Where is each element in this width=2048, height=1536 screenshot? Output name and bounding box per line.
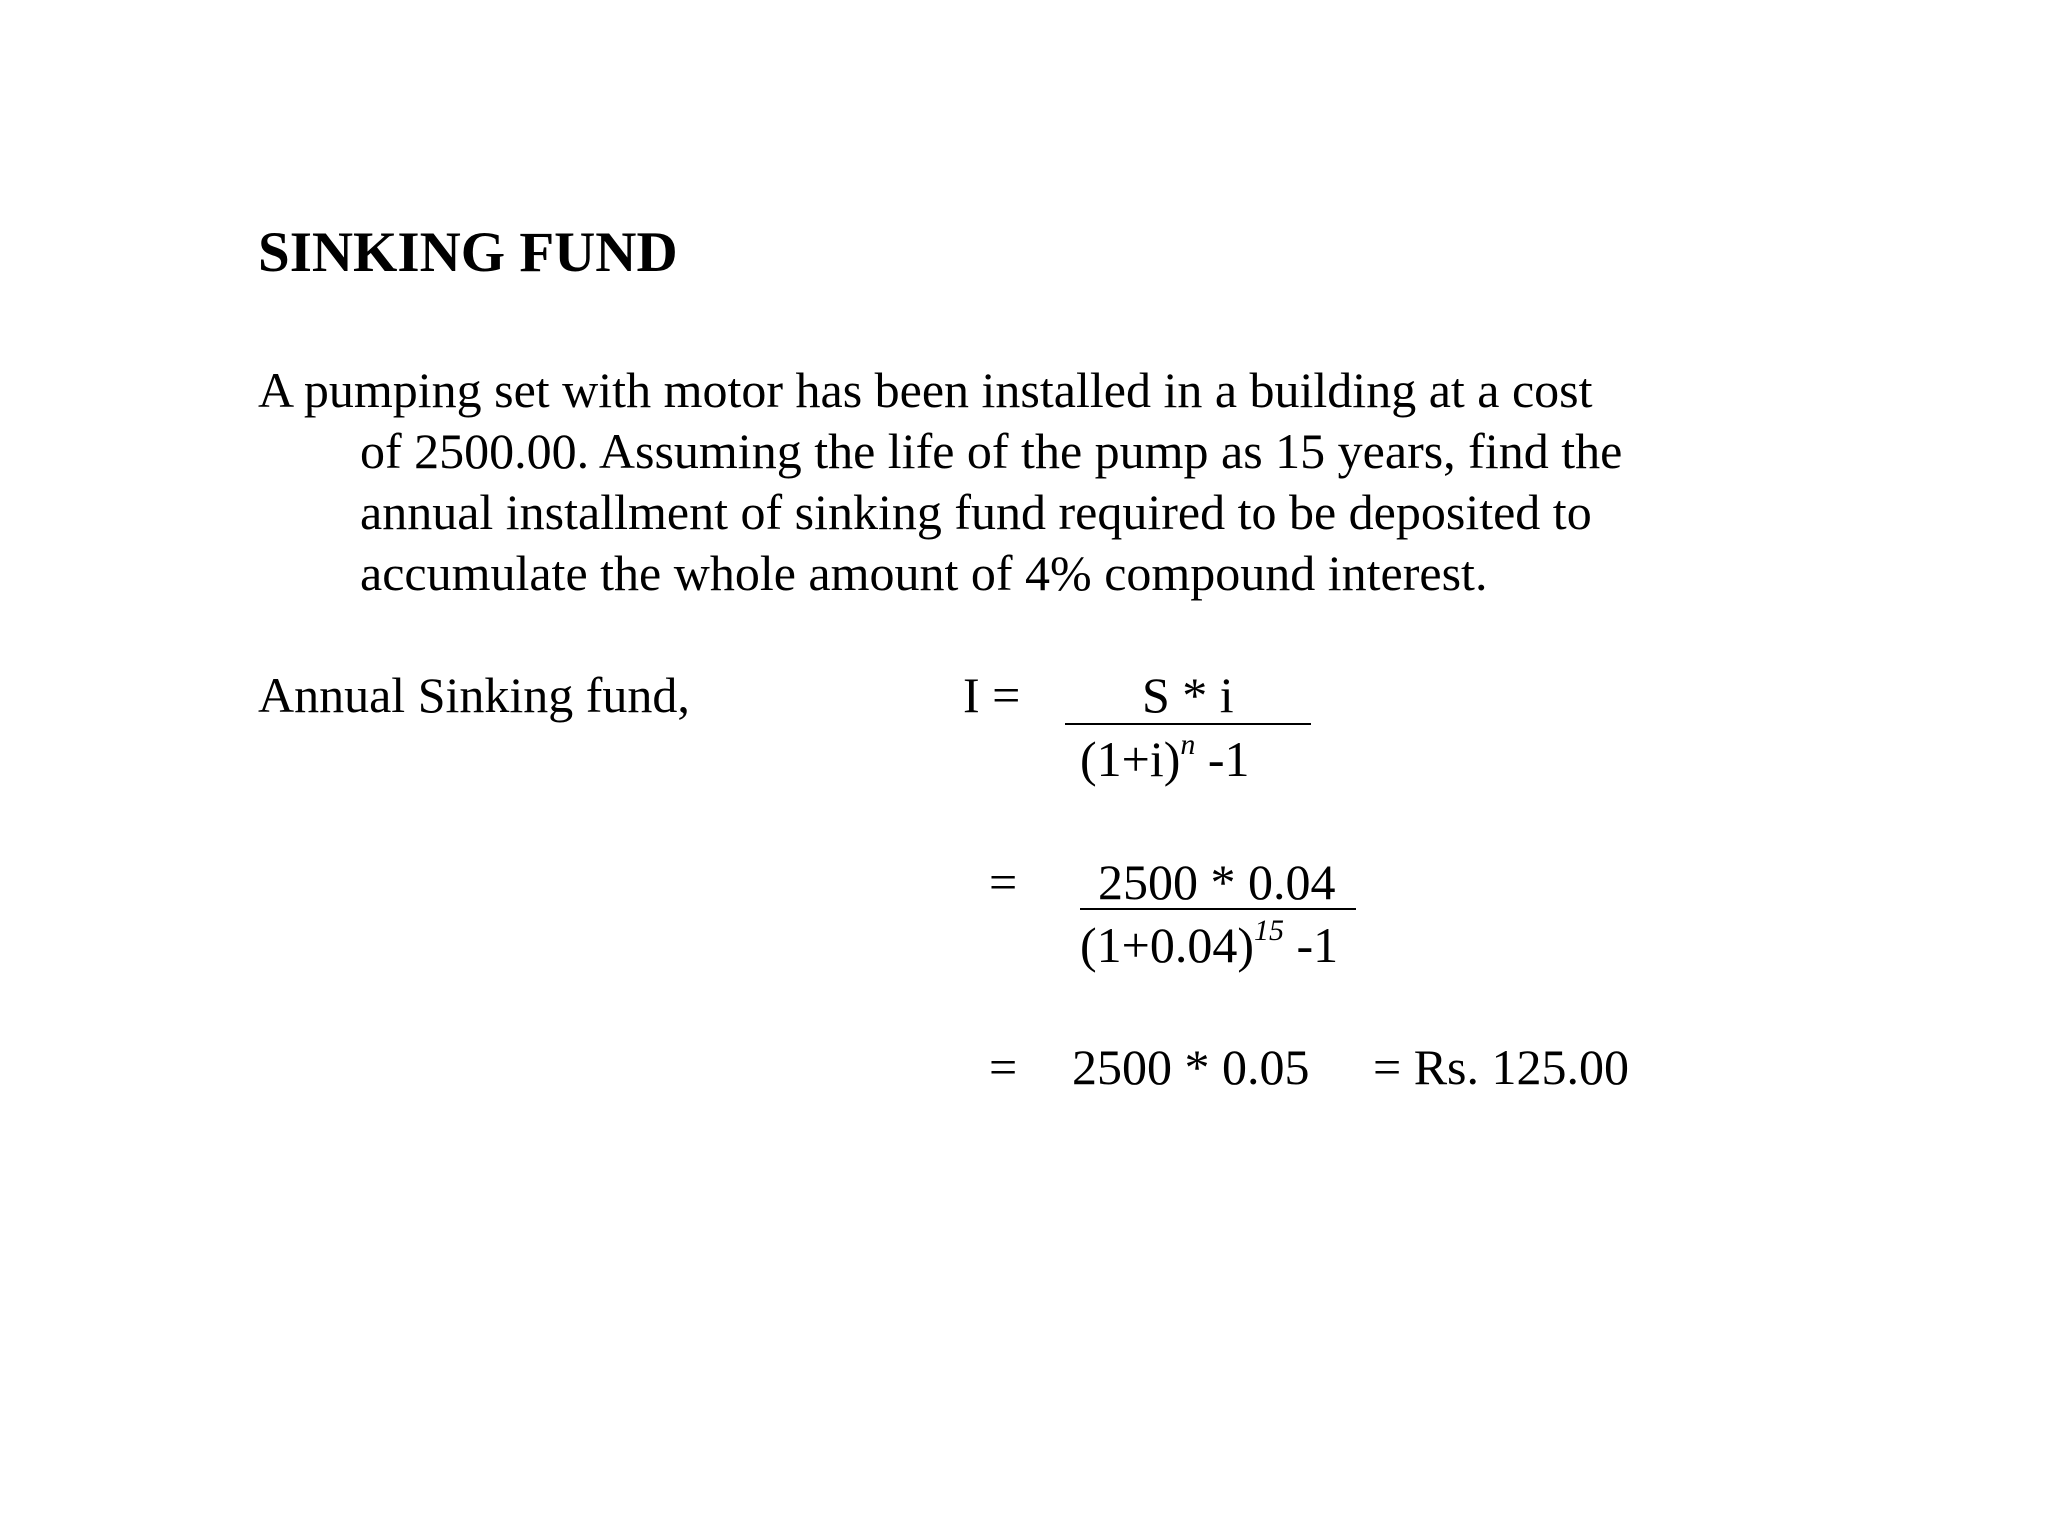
denominator-base: (1+0.04)	[1080, 917, 1254, 973]
page-title: SINKING FUND	[258, 221, 678, 284]
denominator-exponent: 15	[1254, 914, 1284, 947]
solution-label: Annual Sinking fund,	[258, 667, 690, 723]
fraction-bar	[1080, 908, 1356, 910]
equals-sign: =	[989, 1039, 1018, 1095]
substituted-numerator: 2500 * 0.04	[1098, 854, 1336, 910]
problem-statement	[258, 360, 1858, 604]
problem-line: annual installment of sinking fund required to be deposited to	[360, 484, 1592, 540]
problem-line: A pumping set with motor has been installed in a building at a cost	[258, 362, 1593, 418]
formula-numerator: S * i	[1142, 667, 1234, 723]
denominator-tail: -1	[1195, 731, 1250, 787]
formula-denominator	[1080, 728, 1250, 787]
problem-line: accumulate the whole amount of 4% compound interest.	[360, 545, 1488, 601]
fraction-bar	[1065, 723, 1311, 725]
equals-sign: =	[989, 854, 1018, 910]
denominator-tail: -1	[1284, 917, 1339, 973]
denominator-base: (1+i)	[1080, 731, 1181, 787]
substituted-denominator	[1080, 914, 1339, 973]
problem-line: of 2500.00. Assuming the life of the pump as 15 years, find the	[360, 423, 1623, 479]
denominator-exponent: n	[1180, 728, 1196, 761]
formula-lhs: I =	[963, 667, 1021, 723]
final-result: = Rs. 125.00	[1373, 1039, 1630, 1095]
simplified-expression: 2500 * 0.05	[1072, 1039, 1310, 1095]
